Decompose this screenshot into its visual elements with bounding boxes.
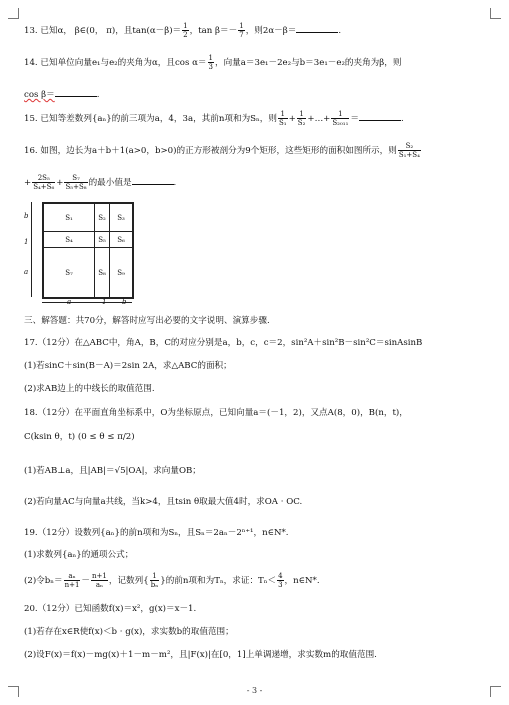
question-17: 17.（12分）在△ABC中，角A，B，C的对应分别是a，b，c，c＝2，sin²A＋sin²B－sin²C＝sinAsinB [24,338,423,348]
cell-s5: S₅ [94,231,110,248]
fraction: $\frac{\text{S₂}}{\text{S₁+S₄}}$ [398,142,420,159]
left-label-b: b [24,212,29,220]
question-14-line2: cos β＝ . [24,90,100,100]
fraction: $\frac{\text{S₇}}{\text{S₅+S₈}}$ [65,174,87,191]
fraction: $\frac{\text{aₙ}}{n+1}$ [64,572,80,589]
cell-s6: S₆ [109,231,133,248]
answer-blank [359,112,401,121]
question-17-part1: (1)若sinC＋sin(B－A)＝2sin 2A，求△ABC的面积； [24,361,232,371]
question-20-part1: (1)若存在x∈R使f(x)＜b · g(x)，求实数b的取值范围； [24,627,234,637]
cell-s1: S₁ [43,203,95,232]
bottom-label-b: b [122,298,127,306]
answer-blank [132,176,174,185]
grid [42,202,134,299]
question-14: 14. 已知单位向量e₁与e₂的夹角为α，且cos α＝ $\frac{1}{3}$ ，向量a＝3e₁－2e₂与b＝3e₁－e₂的夹角为β，则 [24,54,402,71]
cell-s2: S₂ [94,203,110,232]
cell-s9: S₉ [109,247,133,298]
fraction: $\frac{1}{\text{S₁}}$ [278,110,287,127]
page-number: - 3 - [246,686,263,695]
fraction: $\frac{\text{2S₅}}{\text{S₄+S₆}}$ [33,174,55,191]
fraction: $\frac{1}{3}$ [208,54,213,71]
fraction: $\frac{n+1}{\text{aₙ}}$ [92,572,107,589]
question-20-part2: (2)设F(x)＝f(x)－mg(x)＋1－m－m²，且|F(x)|在[0，1]上单调递增，求实数m的取值范围. [24,650,377,660]
question-19: 19.（12分）设数列{aₙ}的前n项和为Sₙ，且Sₙ＝2aₙ－2ⁿ⁺¹，n∈N*. [24,528,289,538]
dimension-line-bottom [42,302,132,303]
fraction: $\frac{1}{\text{bₙ}}$ [150,572,159,589]
bottom-label-1: 1 [102,298,107,306]
left-label-a: a [24,268,29,276]
question-16-line2: + $\frac{\text{2S₅}}{\text{S₄+S₆}}$ + $\frac{\text{S₇}}{\text{S₅+S₈}}$ 的最小值是 . [24,174,177,191]
cell-s7: S₇ [43,247,95,298]
cell-s3: S₃ [109,203,133,232]
left-label-1: 1 [24,238,29,246]
fraction: $\frac{1}{7}$ [239,22,244,39]
question-15: 15. 已知等差数列{aₙ}的前三项为a，4，3a，其前n项和为Sₙ，则 $\frac{1}{\text{S₁}}$ + $\frac{1}{\text{S₂}}$ +…+ $\frac{1}{\text{S₂₀₁₁}}$ ＝ . [24,110,404,127]
question-18-line2: C(ksin θ，t) (0 ≤ θ ≤ π/2) [24,432,135,442]
question-19-part2: (2)令bₙ＝ $\frac{\text{aₙ}}{n+1}$ － $\frac{n+1}{\text{aₙ}}$ ，记数列{ $\frac{1}{\text{bₙ}}$ }的前n项和为Tₙ，求证：Tₙ＜ $\frac{4}{3}$ ，n∈N*. [24,572,320,589]
fraction: $\frac{1}{2}$ [183,22,188,39]
fraction: $\frac{4}{3}$ [278,572,283,589]
crop-mark-top-right [490,8,501,19]
question-20: 20.（12分）已知函数f(x)＝x²，g(x)＝x－1. [24,604,197,614]
square-partition-figure [24,202,136,308]
answer-blank [296,24,338,33]
answer-blank [55,88,97,97]
question-18-part2: (2)若向量AC与向量a共线，当k>4，且tsin θ取最大值4时，求OA · OC. [24,497,303,507]
fraction: $\frac{1}{\text{S₂}}$ [297,110,306,127]
question-16: 16. 如图，边长为a＋b＋1(a>0，b>0)的正方形被剖分为9个矩形，这些矩形的面积如图所示，则 $\frac{\text{S₂}}{\text{S₁+S₄}}$ [24,142,420,159]
question-13: 13. 已知α， β∈(0， π)，且tan(α－β)＝ $\frac{1}{2}$ ，tan β＝－ $\frac{1}{7}$ ，则2α－β＝ . [24,22,342,39]
question-19-part1: (1)求数列{aₙ}的通项公式； [24,550,134,560]
fraction: $\frac{1}{\text{S₂₀₁₁}}$ [332,110,349,127]
question-17-part2: (2)求AB边上的中线长的取值范围. [24,384,155,394]
question-18: 18.（12分）在平面直角坐标系中，O为坐标原点，已知向量a＝(－1，2)，又点A(8，0)，B(n，t)， [24,408,408,418]
cell-s8: S₈ [94,247,110,298]
question-18-part1: (1)若AB⊥a，且|AB|＝√5|OA|，求向量OB； [24,466,201,476]
bottom-label-a: a [67,298,72,306]
crop-mark-top-left [8,8,19,19]
section-heading: 三、解答题：共70分，解答时应写出必要的文字说明、演算步骤. [24,316,270,326]
cell-s4: S₄ [43,231,95,248]
dimension-line-left [31,202,32,297]
